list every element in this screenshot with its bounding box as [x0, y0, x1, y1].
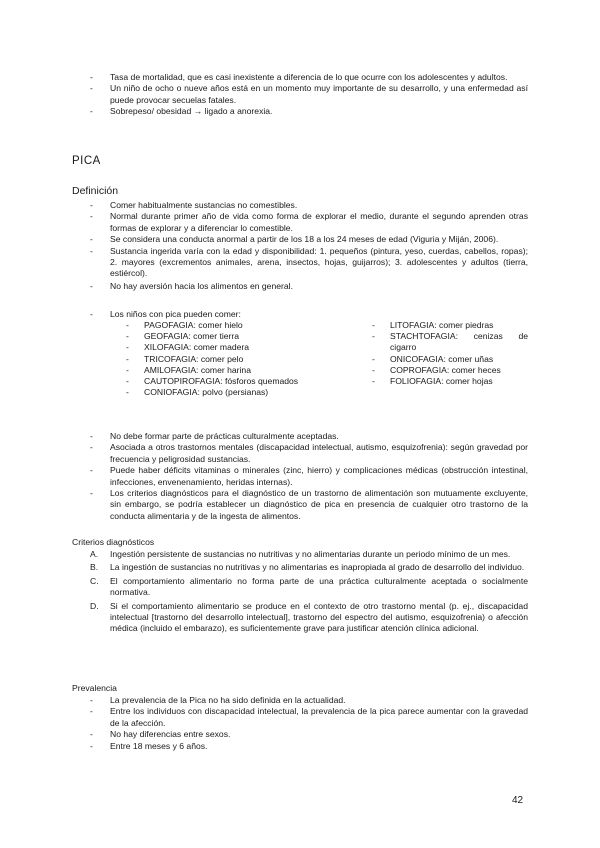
bullet-marker: -	[90, 309, 93, 319]
criteria-list	[90, 549, 528, 637]
bullet-marker: -	[126, 387, 129, 398]
intro-bullet-list	[90, 72, 528, 118]
list-item: - Sobrepeso/ obesidad → ligado a anorexia.	[90, 106, 273, 117]
criteria-letter: A.	[90, 549, 99, 559]
list-item: - Entre los individuos con discapacidad intelectual, la prevalencia de la pica parece aumentar con la gravedad de la afección.	[90, 706, 528, 728]
criteria-item: D. Si el comportamiento alimentario se produce en el contexto de otro trastorno mental (p. ej., discapacidad intelectual [trastorno del desarrollo intelectual], trastorno del espectro del autismo, esquizofrenia) o afección médica (incluido el embarazo), es suficientemente grave para justificar atención clínica adicional.	[90, 600, 528, 634]
bullet-marker: -	[90, 280, 93, 291]
bullet-marker: -	[90, 431, 93, 441]
can-eat-intro-list	[90, 309, 528, 320]
list-item: - CONIOFAGIA: polvo (persianas)	[126, 387, 269, 398]
pica-notes-bullet-list	[90, 431, 528, 522]
criteria-letter: D.	[90, 600, 99, 611]
prevalence-bullet-list	[90, 695, 528, 752]
list-item: - TRICOFAGIA: comer pelo	[126, 353, 244, 364]
list-item: - CAUTOPIROFAGIA: fósforos quemados	[126, 376, 299, 387]
bullet-marker: -	[126, 342, 129, 353]
bullet-marker: -	[372, 376, 375, 387]
bullet-marker: -	[90, 695, 93, 705]
bullet-marker: -	[90, 234, 93, 245]
bullet-marker: -	[372, 320, 375, 330]
list-item: - No hay aversión hacia los alimentos en general.	[90, 280, 293, 291]
list-item: - ONICOFAGIA: comer uñas	[372, 353, 494, 364]
criteria-item: C. El comportamiento alimentario no forma parte de una práctica culturalmente aceptada o socialmente normativa.	[90, 575, 528, 598]
bullet-marker: -	[126, 320, 129, 330]
list-item: - No hay diferencias entre sexos.	[90, 729, 231, 740]
list-item: - Sustancia ingerida varía con la edad y disponibilidad: 1. pequeños (pintura, yeso, cuerdas, cabellos, ropas); 2. mayores (excrementos animales, arena, insectos, hojas, guijarros); 3. adolescentes y adultos (tierra, estiércol).	[90, 245, 528, 279]
pica-types-left-column	[126, 320, 322, 398]
bullet-marker: -	[126, 331, 129, 342]
list-item: - Tasa de mortalidad, que es casi inexistente a diferencia de lo que ocurre con los adolescentes y adultos.	[90, 72, 508, 82]
list-item: - AMILOFAGIA: comer harina	[126, 364, 251, 375]
bullet-marker: -	[126, 364, 129, 375]
bullet-marker: -	[90, 106, 93, 117]
list-item: - FOLIOFAGIA: comer hojas	[372, 376, 493, 387]
bullet-marker: -	[372, 353, 375, 364]
list-item: - Un niño de ocho o nueve años está en un momento muy importante de su desarrollo, y una enfermedad así puede provocar secuelas fatales.	[90, 83, 528, 105]
list-item: - Puede haber déficits vitaminas o minerales (zinc, hierro) y complicaciones médicas (obstrucción intestinal, infecciones, envenenamiento, heridas internas).	[90, 465, 528, 487]
list-item: - Normal durante primer año de vida como forma de explorar el medio, durante el segundo aprenden otras formas de explorar y a diferenciar lo comestible.	[90, 211, 528, 233]
criteria-heading: Criterios diagnósticos	[72, 537, 155, 547]
list-item: - XILOFAGIA: comer madera	[126, 342, 250, 353]
list-item: - Asociada a otros trastornos mentales (discapacidad intelectual, autismo, esquizofrenia): según gravedad por frecuencia y peligrosidad sustancias.	[90, 442, 528, 464]
bullet-marker: -	[90, 211, 93, 222]
list-item: - La prevalencia de la Pica no ha sido definida en la actualidad.	[90, 695, 346, 705]
list-item: - Entre 18 meses y 6 años.	[90, 740, 208, 751]
list-item: - No debe formar parte de prácticas culturalmente aceptadas.	[90, 431, 339, 441]
bullet-marker: -	[90, 200, 93, 210]
bullet-marker: -	[90, 729, 93, 740]
bullet-marker: -	[90, 245, 93, 256]
list-item: - Los criterios diagnósticos para el diagnóstico de un trastorno de alimentación son mutuamente excluyente, sin embargo, se podría establecer un diagnóstico de pica en presencia de cualquier otro trastorno de la conducta alimentaria y de la ingesta de alimentos.	[90, 488, 528, 521]
criteria-item: A. Ingestión persistente de sustancias no nutritivas y no alimentarias durante un periodo mínimo de un mes.	[90, 549, 511, 559]
list-item: - STACHTOFAGIA: cenizas de cigarro	[372, 331, 528, 353]
bullet-marker: -	[90, 706, 93, 717]
bullet-marker: -	[90, 740, 93, 751]
list-item: - Los niños con pica pueden comer:	[90, 309, 241, 319]
list-item: - COPROFAGIA: comer heces	[372, 364, 501, 375]
definition-heading: Definición	[72, 185, 119, 197]
bullet-marker: -	[90, 465, 93, 476]
bullet-marker: -	[126, 353, 129, 364]
prevalence-heading: Prevalencia	[72, 683, 117, 693]
list-item: - LITOFAGIA: comer piedras	[372, 320, 494, 330]
page-number: 42	[512, 795, 524, 806]
list-item: - Comer habitualmente sustancias no comestibles.	[90, 200, 298, 210]
bullet-marker: -	[372, 364, 375, 375]
section-title: PICA	[72, 155, 101, 167]
list-item: - GEOFAGIA: comer tierra	[126, 331, 240, 342]
bullet-marker: -	[90, 83, 93, 94]
bullet-marker: -	[90, 442, 93, 453]
definition-bullet-list	[90, 200, 528, 292]
criteria-letter: C.	[90, 575, 99, 586]
list-item: - PAGOFAGIA: comer hielo	[126, 320, 243, 330]
bullet-marker: -	[126, 376, 129, 387]
bullet-marker: -	[372, 331, 375, 342]
criteria-item: B. La ingestión de sustancias no nutritivas y no alimentarias es inapropiada al grado de desarrollo del individuo.	[90, 562, 525, 573]
pica-types-right-column	[372, 320, 528, 387]
bullet-marker: -	[90, 72, 93, 82]
criteria-letter: B.	[90, 562, 99, 573]
bullet-marker: -	[90, 488, 93, 499]
list-item: - Se considera una conducta anormal a partir de los 18 a los 24 meses de edad (Viguria y Miján, 2006).	[90, 234, 499, 245]
